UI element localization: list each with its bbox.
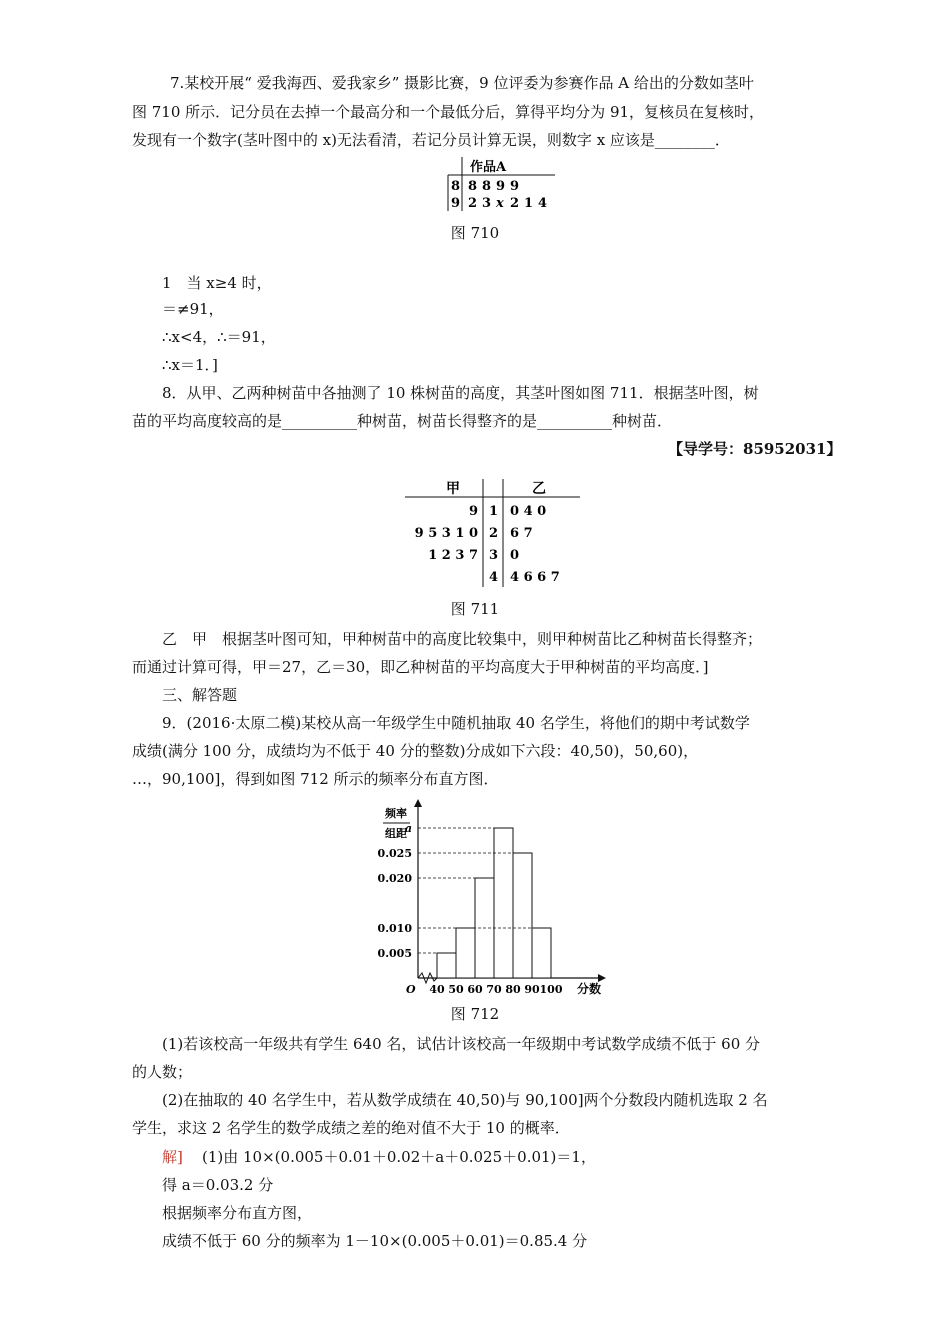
stem-value: 2 [489, 526, 499, 541]
y-tick-label: 0.025 [377, 847, 412, 860]
q8-answer-2: 而通过计算可得，甲＝27，乙＝30，即乙种树苗的平均高度大于甲种树苗的平均高度．] [132, 658, 709, 676]
leaf: 8 [482, 179, 492, 194]
solution-line-4: 成绩不低于 60 分的频率为 1－10×(0.005＋0.01)＝0.85.4 分 [162, 1232, 588, 1250]
leaf: 9 [496, 179, 506, 194]
leaf: 3 [482, 196, 492, 211]
q8-line-1: 8．从甲、乙两种树苗中各抽测了 10 株树苗的高度，其茎叶图如图 711．根据茎叶图，树 [162, 384, 759, 402]
y-tick-label: 0.020 [377, 872, 412, 885]
q9-part1-line-1: (1)若该校高一年级共有学生 640 名，试估计该校高一年级期中考试数学成绩不低于 60 分 [162, 1035, 761, 1053]
figure-caption-712: 图 712 [450, 1005, 500, 1023]
histogram-bar [494, 828, 513, 978]
origin-label: O [406, 983, 416, 996]
stem-value: 1 [489, 504, 499, 519]
histogram-712 [370, 795, 610, 1000]
left-leaves: 9 [468, 504, 478, 519]
stem-8: 8 [451, 179, 461, 194]
solution-line-2: 得 a＝0.03.2 分 [162, 1176, 274, 1194]
leaf: 2 [510, 196, 520, 211]
leaf: 8 [468, 179, 478, 194]
right-leaves: 0 [510, 548, 520, 563]
q8-answer-1: 乙 甲 根据茎叶图可知，甲种树苗中的高度比较集中，则甲种树苗比乙种树苗长得整齐； [162, 630, 763, 648]
stem-9: 9 [451, 196, 461, 211]
right-leaves: 0 4 0 [510, 504, 547, 519]
x-axis-arrow [598, 974, 606, 982]
x-axis-label: 分数 [577, 982, 602, 996]
guide-number: 【导学号：85952031】 [668, 440, 842, 458]
q7-answer-2: ＝≠91， [162, 300, 224, 318]
leaf: 4 [538, 196, 548, 211]
q9-line-1: 9．(2016·太原二模)某校从高一年级学生中随机抽取 40 名学生，将他们的期中考试数学 [162, 714, 750, 732]
x-tick-label: 60 [467, 983, 483, 996]
stem-value: 3 [489, 548, 499, 563]
figure-caption-710: 图 710 [450, 224, 500, 242]
q9-part2-line-2: 学生，求这 2 名学生的数学成绩之差的绝对值不大于 10 的概率． [132, 1119, 570, 1137]
x-tick-label: 50 [448, 983, 464, 996]
y-tick-label: a [404, 822, 412, 835]
q9-line-3: …，90,100]，得到如图 712 所示的频率分布直方图． [132, 770, 499, 788]
histogram-bar [532, 928, 551, 978]
x-tick-label: 100 [539, 983, 563, 996]
solution-label: 解] [162, 1148, 183, 1166]
left-leaves: 1 2 3 7 [428, 548, 478, 563]
leaf: 2 [468, 196, 478, 211]
x-tick-label: 80 [505, 983, 521, 996]
q9-line-2: 成绩(满分 100 分，成绩均为不低于 40 分的整数)分成如下六段：40,50)，50,60)， [132, 742, 699, 760]
histogram-bar [513, 853, 532, 978]
leaves-row-8 [468, 179, 519, 194]
q7-line-1: 7.某校开展“ 爱我海西、爱我家乡” 摄影比赛，9 位评委为参赛作品 A 给出的分数如茎叶 [170, 74, 754, 92]
q8-line-2: 苗的平均高度较高的是__________种树苗，树苗长得整齐的是__________种树苗． [132, 412, 673, 430]
x-tick-label: 90 [524, 983, 540, 996]
q9-part2-line-1: (2)在抽取的 40 名学生中，若从数学成绩在 40,50)与 90,100]两个分数段内随机选取 2 名 [162, 1091, 768, 1109]
histogram-bar [437, 953, 456, 978]
x-tick-label: 40 [429, 983, 445, 996]
stem-title: 作品A [470, 160, 507, 175]
y-tick-label: 0.005 [377, 947, 412, 960]
q7-answer-3: ∴x<4，∴＝91， [162, 328, 276, 346]
leaves-row-9 [468, 196, 547, 211]
section-heading: 三、解答题 [162, 686, 238, 704]
q7-line-3: 发现有一个数字(茎叶图中的 x)无法看清，若记分员计算无误，则数字 x 应该是________． [132, 131, 730, 149]
right-leaves: 6 7 [510, 526, 533, 541]
y-tick-label: 0.010 [377, 922, 412, 935]
leaf: 9 [510, 179, 520, 194]
stem-leaf-711 [400, 475, 590, 590]
left-title: 甲 [446, 481, 460, 497]
stem-value: 4 [489, 570, 499, 585]
right-title: 乙 [532, 481, 546, 497]
q7-answer-1: 1 当 x≥4 时， [162, 274, 272, 292]
y-axis-arrow [414, 799, 422, 807]
q7-line-2: 图 710 所示．记分员在去掉一个最高分和一个最低分后，算得平均分为 91，复核员在复核时， [132, 103, 765, 121]
y-label-top: 频率 [385, 807, 407, 820]
y-label-bottom: 组距 [385, 827, 407, 840]
solution-line-3: 根据频率分布直方图， [162, 1204, 313, 1222]
leaf: x [496, 196, 504, 211]
q7-answer-4: ∴x＝1．] [162, 356, 218, 374]
left-leaves: 9 5 3 1 0 [414, 526, 478, 541]
x-tick-label: 70 [486, 983, 502, 996]
q9-part1-line-2: 的人数； [132, 1063, 193, 1081]
figure-caption-711: 图 711 [450, 600, 500, 618]
right-leaves: 4 6 6 7 [510, 570, 560, 585]
leaf: 1 [524, 196, 534, 211]
solution-line-1: (1)由 10×(0.005＋0.01＋0.02＋a＋0.025＋0.01)＝1， [202, 1148, 596, 1166]
stem-leaf-710 [420, 155, 570, 215]
histogram-bar [456, 928, 475, 978]
